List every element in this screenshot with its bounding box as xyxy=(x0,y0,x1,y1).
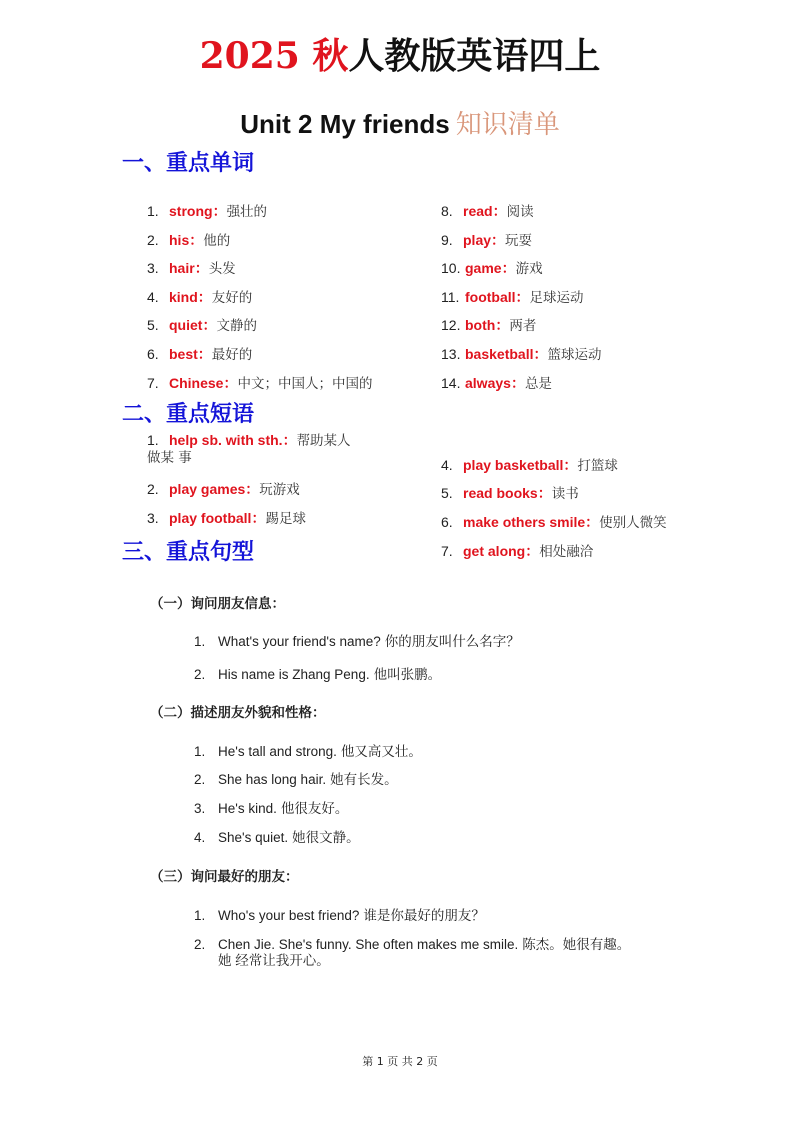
item-term: game xyxy=(465,260,502,277)
phrase-item xyxy=(441,482,579,503)
document-title xyxy=(0,28,800,79)
item-definition: 足球运动 xyxy=(529,289,584,306)
item-term: basketball xyxy=(465,346,534,362)
item-definition: 两者 xyxy=(509,318,537,335)
word-item xyxy=(441,200,534,221)
item-definition: 阅读 xyxy=(506,204,534,220)
sentence-number: 2. xyxy=(194,937,206,952)
item-colon: ： xyxy=(223,374,238,391)
item-term: play xyxy=(463,231,492,248)
item-colon: ： xyxy=(202,317,217,334)
item-definition: 踢足球 xyxy=(265,511,306,527)
item-colon: ： xyxy=(515,288,530,305)
item-number: 1. xyxy=(147,203,159,219)
unit-subtitle: 知识清单 xyxy=(455,110,560,140)
item-definition: 他的 xyxy=(203,232,231,249)
item-colon: ： xyxy=(495,317,510,334)
item-number: 2. xyxy=(147,481,159,497)
item-number: 14. xyxy=(441,374,461,391)
group-heading: （三）询问最好的朋友： xyxy=(150,869,299,885)
item-number: 2. xyxy=(147,231,159,248)
item-number: 3. xyxy=(147,510,159,526)
item-definition: 文静的 xyxy=(216,318,257,335)
item-number: 4. xyxy=(147,288,159,305)
item-colon: ： xyxy=(251,510,266,526)
item-definition: 强壮的 xyxy=(226,204,268,220)
item-definition: 使别人微笑 xyxy=(599,515,667,531)
sentence-chinese: 陈杰。她很有趣。 xyxy=(522,937,631,953)
item-number: 6. xyxy=(147,346,159,362)
item-colon: ： xyxy=(282,432,297,448)
sentence-continuation xyxy=(218,949,330,969)
item-term: kind xyxy=(169,288,198,305)
item-definition: 总是 xyxy=(524,375,552,392)
item-colon: ： xyxy=(585,514,600,530)
item-colon: ： xyxy=(533,346,548,362)
word-item xyxy=(147,200,267,221)
group-heading: （二）描述朋友外貌和性格： xyxy=(150,705,326,721)
item-colon: ： xyxy=(197,346,212,362)
item-term: play football xyxy=(169,510,252,526)
sentence-chinese: 他又高又壮。 xyxy=(340,744,422,760)
item-number: 5. xyxy=(147,317,159,334)
sentence-chinese: 他很友好。 xyxy=(280,801,349,817)
phrase-item xyxy=(441,540,593,561)
sentence-english: His name is Zhang Peng. xyxy=(218,667,370,682)
sentence-item xyxy=(194,826,360,846)
word-item xyxy=(441,372,552,393)
phrase-item xyxy=(147,432,357,466)
item-definition: 读书 xyxy=(551,486,579,502)
item-term: get along xyxy=(463,543,526,559)
item-number: 6. xyxy=(441,514,453,530)
item-term: read books xyxy=(463,485,538,501)
item-term: best xyxy=(169,346,198,362)
title-season: 秋 xyxy=(312,35,349,77)
sentence-english: He's kind. xyxy=(218,801,277,816)
item-definition: 中文；中国人；中国的 xyxy=(237,375,373,392)
word-item xyxy=(441,343,601,364)
item-definition: 帮助某人做某 事 xyxy=(147,433,351,466)
sentence-chinese-cont: 她 经常让我开心。 xyxy=(218,953,330,968)
word-item xyxy=(441,257,543,278)
sentence-chinese: 他叫张鹏。 xyxy=(373,667,442,683)
sentence-english: What's your friend's name? xyxy=(218,634,381,649)
item-number: 12. xyxy=(441,317,461,334)
item-term: help sb. with sth. xyxy=(169,432,283,448)
sentence-item xyxy=(194,740,422,760)
item-number: 7. xyxy=(441,543,453,559)
item-definition: 打篮球 xyxy=(577,458,618,474)
item-definition: 最好的 xyxy=(211,347,253,363)
item-term: hair xyxy=(169,260,195,277)
item-term: Chinese xyxy=(169,374,224,391)
item-term: play basketball xyxy=(463,457,564,473)
item-number: 7. xyxy=(147,374,159,391)
word-item xyxy=(441,229,532,250)
sentence-number: 3. xyxy=(194,801,206,816)
sentence-number: 1. xyxy=(194,744,206,759)
item-colon: ： xyxy=(245,481,260,497)
sentence-item xyxy=(194,904,485,924)
sentence-item xyxy=(194,768,398,788)
item-definition: 游戏 xyxy=(515,261,543,278)
sentence-item xyxy=(194,797,348,817)
sentence-number: 4. xyxy=(194,830,206,845)
item-colon: ： xyxy=(563,457,578,473)
title-year: 2025 xyxy=(199,35,300,77)
item-number: 8. xyxy=(441,203,453,219)
item-colon: ： xyxy=(537,485,552,501)
item-number: 13. xyxy=(441,346,461,362)
word-item xyxy=(147,343,252,364)
item-number: 1. xyxy=(147,432,159,448)
item-term: strong xyxy=(169,203,213,219)
sentence-item xyxy=(194,630,520,650)
item-colon: ： xyxy=(501,260,516,277)
item-term: read xyxy=(463,203,493,219)
item-colon: ： xyxy=(525,543,540,559)
item-term: always xyxy=(465,374,511,391)
word-item xyxy=(147,372,372,393)
title-rest: 人教版英语四上 xyxy=(348,35,601,77)
item-colon: ： xyxy=(212,203,227,219)
sentence-number: 1. xyxy=(194,908,206,923)
item-term: play games xyxy=(169,481,246,497)
item-colon: ： xyxy=(194,260,209,277)
word-item xyxy=(147,314,257,335)
section-sentences-title: 三、重点句型 xyxy=(122,539,255,565)
group-heading: （一）询问朋友信息： xyxy=(150,596,285,612)
sentence-item xyxy=(194,663,441,683)
unit-title xyxy=(0,104,800,141)
sentence-english: Chen Jie. She's funny. She often makes me smile. xyxy=(218,937,519,952)
item-definition: 篮球运动 xyxy=(547,347,602,363)
item-colon: ： xyxy=(491,231,506,248)
sentence-english: He's tall and strong. xyxy=(218,744,337,759)
item-colon: ： xyxy=(510,374,525,391)
item-term: football xyxy=(465,288,516,305)
phrase-item xyxy=(147,478,300,499)
word-item xyxy=(441,286,584,307)
item-colon: ： xyxy=(197,288,212,305)
item-term: his xyxy=(169,231,190,248)
item-term: both xyxy=(465,317,496,334)
sentence-chinese: 她有长发。 xyxy=(330,772,398,788)
sentence-number: 2. xyxy=(194,667,206,682)
unit-name: Unit 2 My friends xyxy=(240,109,450,139)
item-colon: ： xyxy=(189,231,204,248)
item-definition: 玩耍 xyxy=(505,232,533,249)
sentence-chinese: 她很文静。 xyxy=(292,830,360,846)
item-definition: 头发 xyxy=(208,261,236,278)
sentence-english: Who's your best friend? xyxy=(218,908,360,923)
page-footer: 第 1 页 共 2 页 xyxy=(362,1055,438,1068)
item-definition: 玩游戏 xyxy=(259,482,300,498)
item-term: quiet xyxy=(169,317,203,334)
item-number: 10. xyxy=(441,260,461,277)
phrase-item xyxy=(441,454,618,475)
sentence-number: 1. xyxy=(194,634,206,649)
item-number: 9. xyxy=(441,231,453,248)
item-number: 5. xyxy=(441,485,453,501)
item-number: 3. xyxy=(147,260,159,277)
item-colon: ： xyxy=(492,203,507,219)
item-term: make others smile xyxy=(463,514,586,530)
sentence-chinese: 谁是你最好的朋友？ xyxy=(363,908,485,924)
word-item xyxy=(147,229,230,250)
phrase-item xyxy=(147,507,306,528)
item-definition: 相处融洽 xyxy=(539,544,594,560)
word-item xyxy=(441,314,536,335)
sentence-english: She's quiet. xyxy=(218,830,289,845)
item-number: 4. xyxy=(441,457,453,473)
word-item xyxy=(147,257,236,278)
section-phrases-title: 二、重点短语 xyxy=(122,401,255,427)
item-number: 11. xyxy=(441,288,460,305)
sentence-number: 2. xyxy=(194,772,206,787)
section-words-title: 一、重点单词 xyxy=(122,150,255,176)
sentence-english: She has long hair. xyxy=(218,772,327,787)
item-definition: 友好的 xyxy=(211,289,253,306)
word-item xyxy=(147,286,252,307)
sentence-chinese: 你的朋友叫什么名字？ xyxy=(384,634,520,650)
phrase-item xyxy=(441,511,667,532)
